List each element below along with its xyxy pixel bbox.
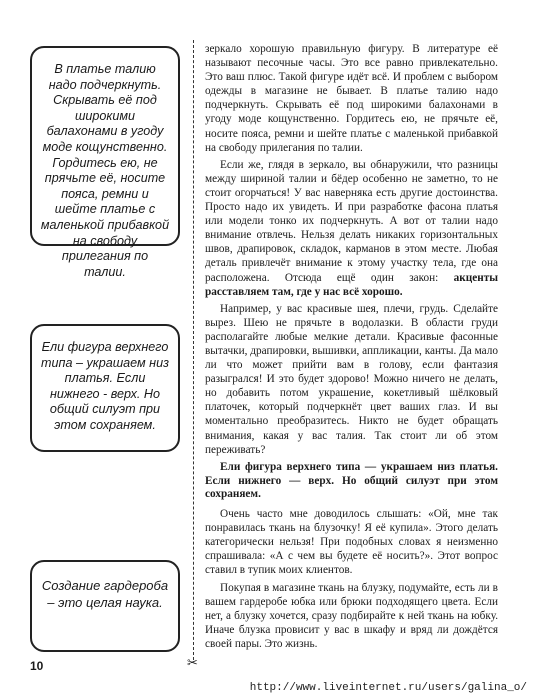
dashed-cut-line [193,40,194,660]
sidebar-callout-wardrobe [30,560,180,652]
paragraph-text: Если же, глядя в зеркало, вы обнаружили, что разницы между шириной талии и бёдер особенно не заметно, то не стоит огорчаться! У вас наверняка есть другие достоинства. Просто надо их увидеть. И при разработке фасона платья или модели тонко их подчеркнуть. А вот от талии надо внимание отвлечь. Нельзя делать никаких горизонтальных швов, драпировок, складок, карманов в этом месте. Любая деталь привлечёт внимание к этому участку тела, где она расположена. Отсюда ещё один закон: [205,158,498,284]
paragraph: Очень часто мне доводилось слышать: «Ой, мне так понравилась ткань на блузочку! Я её купила». Этого делать категорически нельзя! При подобных словах я неизменно спрашивала: «А с чем вы будете её носить?». Этот вопрос ставил в тупик моих клиентов. [205,508,498,577]
scissors-icon: ✂ [187,656,198,671]
paragraph: Например, у вас красивые шея, плечи, грудь. Сделайте вырез. Шею не прячьте в водолазки. В области груди располагайте любые мелкие детали. Красивые фасонные вытачки, драпировки, вышивки, аппликации, канты. Да мало ли что может прийти вам в голову, если фантазия разыгрался! И это будет здорово! Можно ничего не делать, но добавить потом украшение, кокетливый шёлковый платочек, который подчеркнёт цвет ваших глаз. И вы моментально преобразитесь. Никто не будет обращать внимания, какая у вас талия. Так стоит ли об этом переживать? [205,302,498,456]
callout-text: Ели фигура верхнего типа – украшаем низ платья. Если нижнего - верх. Но общий силуэт при этом сохраняем. [41,340,169,432]
bold-rule: акценты расставляем там, где у нас всё хорошо. [205,271,498,298]
watermark-url: http://www.liveinternet.ru/users/galina_o/ [249,682,527,694]
callout-text: Создание гардероба – это целая наука. [41,578,169,610]
callout-text: В платье талию надо подчеркнуть. Скрывать её под широкими балахонами в угоду моде кощунственно. Гордитесь ею, не прячьте её, носите пояса, ремни и шейте платье с маленькой прибавкой на свободу прилегания по талии. [40,62,170,279]
sidebar-callout-figure-type [30,324,180,452]
sidebar-callout-waist [30,46,180,279]
highlighted-paragraph: Ели фигура верхнего типа — украшаем низ платья. Если нижнего — верх. Но общий силуэт при этом сохраняем. [205,460,498,501]
paragraph: Покупая в магазине ткань на блузку, подумайте, есть ли в вашем гардеробе юбка или брюки подходящего цвета. Если нет, а блузку хочется, сразу подбирайте к ней ткань на юбку. Иначе блузка провисит у вас в шкафу и вряд ли дождётся своей пары. Это жизнь. [205,581,498,650]
main-text-column [205,42,498,654]
paragraph: зеркало хорошую правильную фигуру. В литературе её называют песочные часы. Это все равно привлекательно. Это ваш плюс. Такой фигуре идёт всё. И проблем с выбором одежды в магазине не бывает. В платье талию надо подчеркнуть. Скрывать её под широкими балахонами в угоду моде кощунственно. Гордитесь ею, не прячьте её, носите пояса, ремни и шейте платье с маленькой прибавкой на свободу прилегания по талии. [205,43,498,154]
page-number: 10 [30,659,44,673]
paragraph [205,158,498,299]
